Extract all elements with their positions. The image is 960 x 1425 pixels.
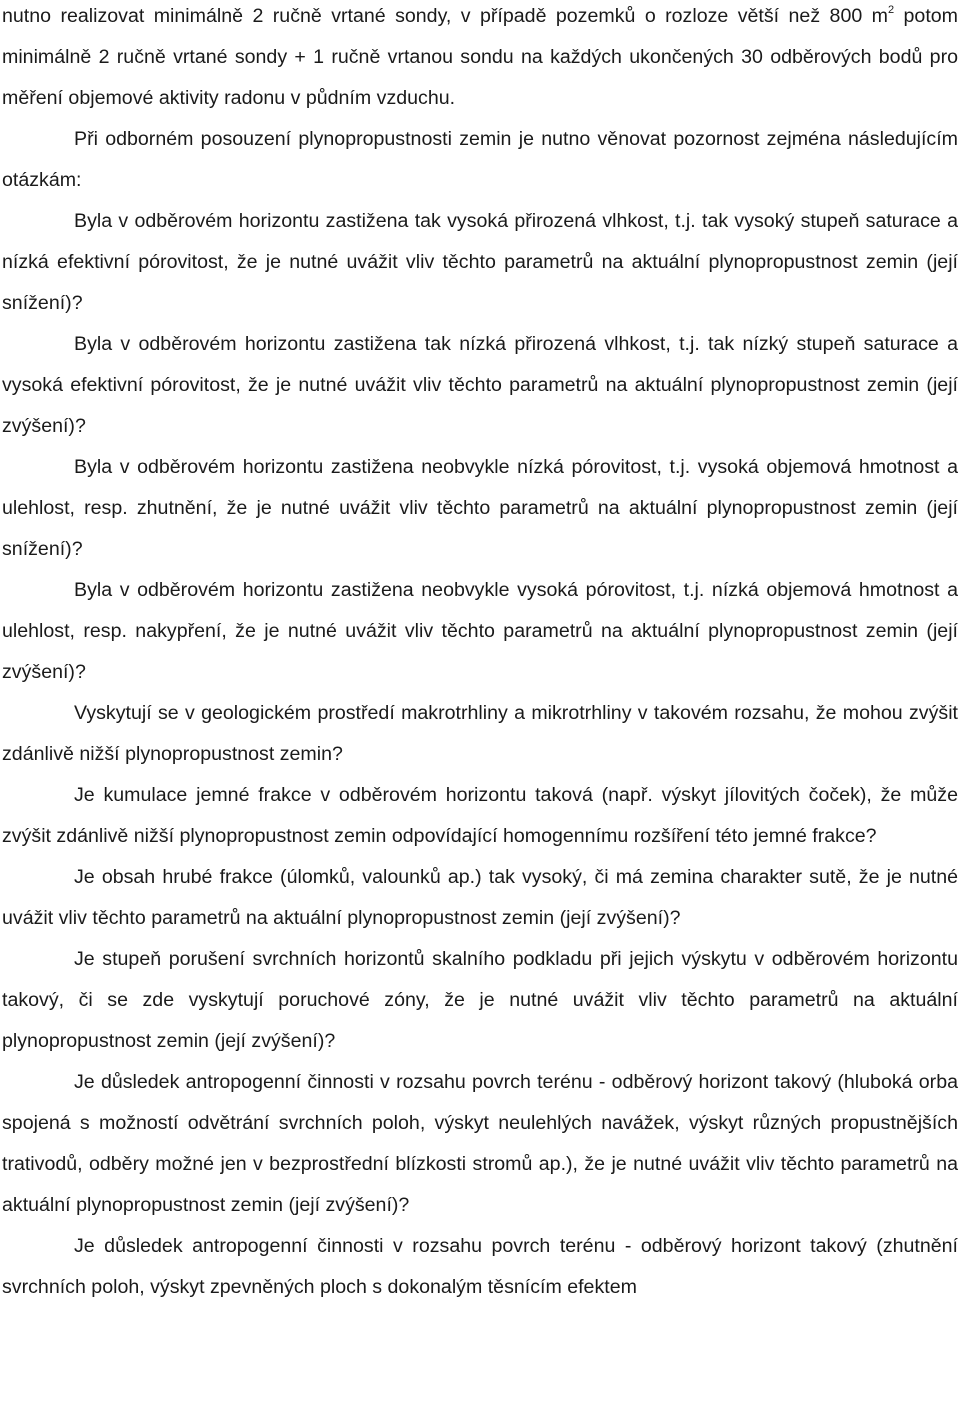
question-anthropogenic-compaction: Je důsledek antropogenní činnosti v rozsahu povrch terénu - odběrový horizont takový (zhutnění svrchních poloh, výskyt zpevněných ploch s dokonalým těsnícím efektem xyxy=(2,1235,958,1298)
question-low-porosity: Byla v odběrovém horizontu zastižena neobvykle nízká pórovitost, t.j. vysoká objemová hmotnost a ulehlost, resp. zhutnění, že je nutné uvážit vliv těchto parametrů na aktuální plynopropustnost zemin (její snížení)? xyxy=(2,456,958,560)
question-low-moisture: Byla v odběrovém horizontu zastižena tak nízká přirozená vlhkost, t.j. tak nízký stupeň saturace a vysoká efektivní pórovitost, že je nutné uvážit vliv těchto parametrů na aktuální plynopropustnost zemin (její zvýšení)? xyxy=(2,333,958,437)
question-bedrock-disturbance: Je stupeň porušení svrchních horizontů skalního podkladu při jejich výskytu v odběrovém horizontu takový, či se zde vyskytují poruchové zóny, že je nutné uvážit vliv těchto parametrů na aktuální plynopropustnost zemin (její zvýšení)? xyxy=(2,948,958,1052)
superscript-2: 2 xyxy=(887,4,895,16)
question-coarse-fraction: Je obsah hrubé frakce (úlomků, valounků ap.) tak vysoký, či má zemina charakter sutě, že je nutné uvážit vliv těchto parametrů na aktuální plynopropustnost zemin (její zvýšení)? xyxy=(2,866,958,929)
paragraph-radon-probes xyxy=(0,0,960,119)
question-fine-fraction: Je kumulace jemné frakce v odběrovém horizontu taková (např. výskyt jílovitých čoček), že může zvýšit zdánlivě nižší plynopropustnost zemin odpovídající homogennímu rozšíření této jemné frakce? xyxy=(2,784,958,847)
paragraph-text: nutno realizovat minimálně 2 ručně vrtané sondy, v případě pozemků o rozloze větší než 800 m xyxy=(2,5,888,27)
question-high-moisture: Byla v odběrovém horizontu zastižena tak vysoká přirozená vlhkost, t.j. tak vysoký stupeň saturace a nízká efektivní pórovitost, že je nutné uvážit vliv těchto parametrů na aktuální plynopropustnost zemin (její snížení)? xyxy=(2,210,958,314)
question-high-porosity: Byla v odběrovém horizontu zastižena neobvykle vysoká pórovitost, t.j. nízká objemová hmotnost a ulehlost, resp. nakypření, že je nutné uvážit vliv těchto parametrů na aktuální plynopropustnost zemin (její zvýšení)? xyxy=(2,579,958,683)
paragraph-text: potom minimálně 2 ručně vrtané sondy + 1 ručně vrtanou sondu na každých ukončených 30 odběrových bodů pro měření objemové aktivity radonu v půdním vzduchu. xyxy=(2,5,958,109)
question-anthropogenic-increase: Je důsledek antropogenní činnosti v rozsahu povrch terénu - odběrový horizont takový (hluboká orba spojená s možností odvětrání svrchních poloh, výskyt neulehlých navážek, výskyt různých propustnějších trativodů, odběry možné jen v bezprostřední blízkosti stromů ap.), že je nutné uvážit vliv těchto parametrů na aktuální plynopropustnost zemin (její zvýšení)? xyxy=(2,1071,958,1216)
paragraph-intro-questions: Při odborném posouzení plynopropustnosti zemin je nutno věnovat pozornost zejména následujícím otázkám: xyxy=(2,128,958,191)
question-cracks: Vyskytují se v geologickém prostředí makrotrhliny a mikrotrhliny v takovém rozsahu, že mohou zvýšit zdánlivě nižší plynopropustnost zemin? xyxy=(2,702,958,765)
